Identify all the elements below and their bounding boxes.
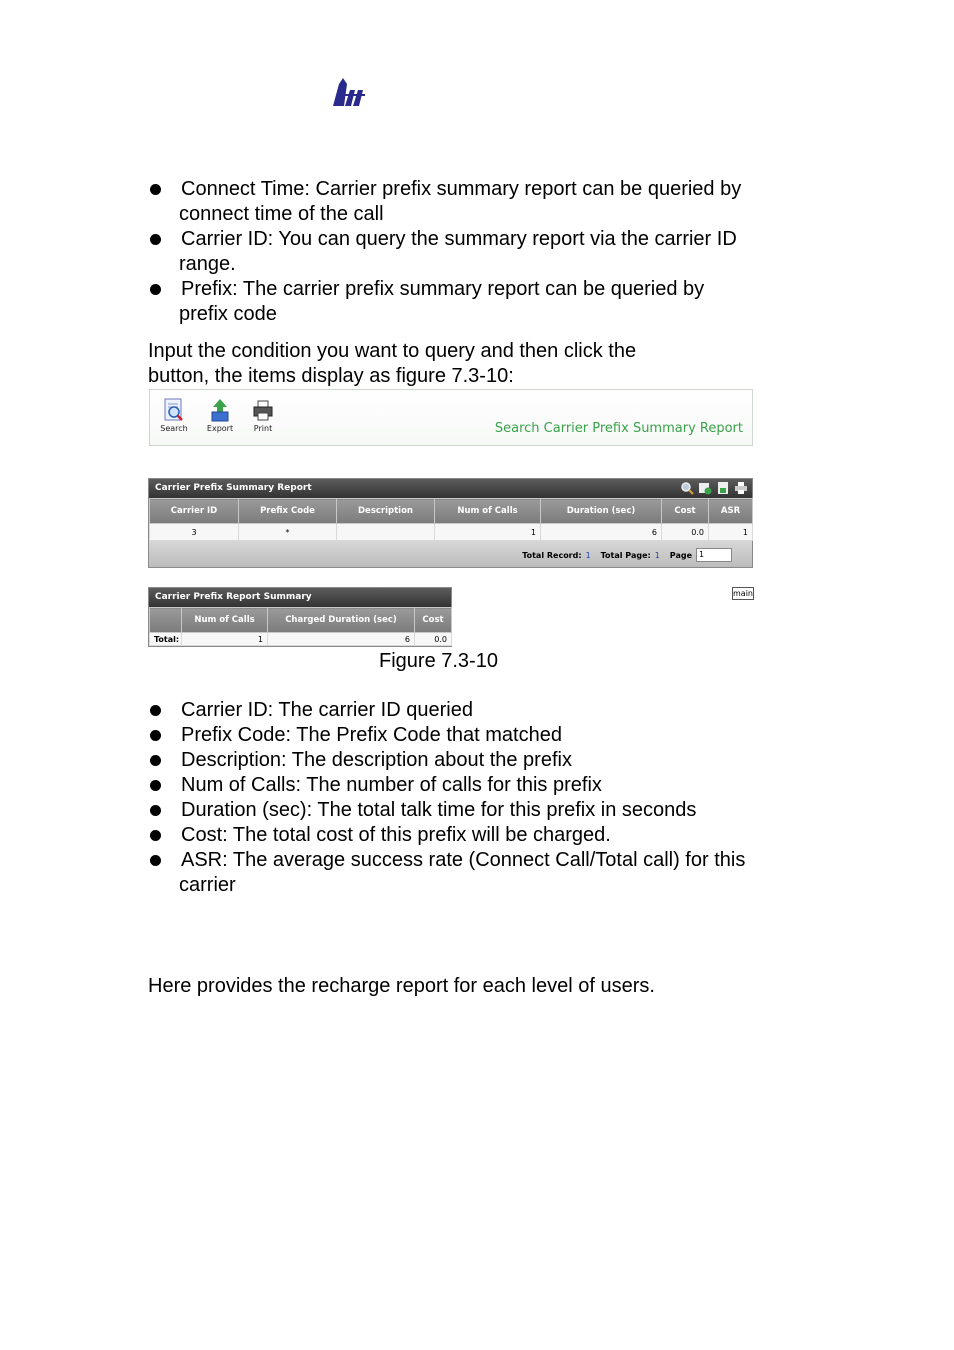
column-header bbox=[150, 608, 182, 633]
bullet-icon bbox=[150, 780, 161, 791]
table-header-row bbox=[150, 499, 753, 524]
bullet-icon bbox=[150, 184, 161, 195]
add-icon[interactable] bbox=[698, 481, 712, 495]
total-duration: 6 bbox=[268, 633, 415, 646]
bullet-icon bbox=[150, 234, 161, 245]
page-input[interactable]: 1 bbox=[696, 548, 732, 562]
table-row[interactable] bbox=[150, 524, 753, 541]
carrier-prefix-report-summary bbox=[148, 587, 452, 647]
figure-caption: Figure 7.3-10 bbox=[379, 650, 498, 672]
total-label: Total: bbox=[150, 633, 182, 646]
total-cost: 0.0 bbox=[415, 633, 452, 646]
export-button[interactable]: Export bbox=[200, 398, 240, 433]
grid-header: Carrier Prefix Summary Report bbox=[149, 479, 752, 498]
table-row bbox=[150, 633, 452, 646]
cell-duration: 6 bbox=[541, 524, 662, 541]
bullet-icon bbox=[150, 730, 161, 741]
column-header: Charged Duration (sec) bbox=[268, 608, 415, 633]
print-button[interactable]: Print bbox=[243, 398, 283, 433]
company-logo-icon bbox=[331, 78, 367, 108]
printer-icon bbox=[252, 398, 274, 422]
total-record-count: 1 bbox=[585, 550, 591, 560]
column-header[interactable]: ASR bbox=[709, 499, 753, 524]
column-header[interactable]: Duration (sec) bbox=[541, 499, 662, 524]
list-item: Description: The description about the prefix bbox=[148, 748, 828, 773]
total-num-calls: 1 bbox=[182, 633, 268, 646]
bullet-icon bbox=[150, 855, 161, 866]
search-icon bbox=[163, 398, 185, 422]
list-item: Duration (sec): The total talk time for this prefix in seconds bbox=[148, 798, 828, 823]
table-header-row bbox=[150, 608, 452, 633]
query-conditions-list bbox=[148, 177, 828, 327]
search-icon[interactable] bbox=[680, 481, 694, 495]
summary-header: Carrier Prefix Report Summary bbox=[149, 588, 451, 607]
cell-num-calls: 1 bbox=[435, 524, 541, 541]
bullet-icon bbox=[150, 755, 161, 766]
carrier-prefix-summary-grid bbox=[148, 478, 753, 568]
list-item: Connect Time: Carrier prefix summary report can be queried by connect time of the call bbox=[148, 177, 828, 227]
printer-icon[interactable] bbox=[734, 481, 748, 495]
column-header[interactable]: Description bbox=[337, 499, 435, 524]
cell-prefix-code: * bbox=[239, 524, 337, 541]
list-item: ASR: The average success rate (Connect Call/Total call) for this carrier bbox=[148, 848, 828, 898]
main-link[interactable]: main bbox=[733, 589, 753, 598]
export-icon bbox=[209, 398, 231, 422]
report-table bbox=[149, 498, 753, 541]
list-item: Prefix: The carrier prefix summary report can be queried by prefix code bbox=[148, 277, 828, 327]
list-item: Cost: The total cost of this prefix will be charged. bbox=[148, 823, 828, 848]
report-toolbar bbox=[149, 389, 753, 446]
bullet-icon bbox=[150, 284, 161, 295]
pagination-bar: Total Record: 1 Total Page: 1 Page 1 bbox=[149, 541, 752, 567]
cell-asr: 1 bbox=[709, 524, 753, 541]
toolbar-title: Search Carrier Prefix Summary Report bbox=[494, 421, 743, 436]
column-header[interactable]: Num of Calls bbox=[435, 499, 541, 524]
field-descriptions-list bbox=[148, 698, 828, 898]
list-item: Prefix Code: The Prefix Code that matched bbox=[148, 723, 828, 748]
cell-description bbox=[337, 524, 435, 541]
column-header[interactable]: Prefix Code bbox=[239, 499, 337, 524]
column-header[interactable]: Cost bbox=[662, 499, 709, 524]
column-header[interactable]: Carrier ID bbox=[150, 499, 239, 524]
cell-cost: 0.0 bbox=[662, 524, 709, 541]
closing-paragraph: Here provides the recharge report for each level of users. bbox=[148, 975, 655, 997]
summary-table bbox=[149, 607, 452, 646]
bullet-icon bbox=[150, 830, 161, 841]
list-item: Num of Calls: The number of calls for this prefix bbox=[148, 773, 828, 798]
export-icon[interactable] bbox=[716, 481, 730, 495]
list-item: Carrier ID: The carrier ID queried bbox=[148, 698, 828, 723]
list-item: Carrier ID: You can query the summary report via the carrier ID range. bbox=[148, 227, 828, 277]
column-header: Cost bbox=[415, 608, 452, 633]
intro-paragraph: Input the condition you want to query and then click the button, the items display as figure 7.3-10: bbox=[148, 340, 637, 387]
column-header: Num of Calls bbox=[182, 608, 268, 633]
cell-carrier-id: 3 bbox=[150, 524, 239, 541]
total-page-count: 1 bbox=[654, 550, 660, 560]
bullet-icon bbox=[150, 705, 161, 716]
bullet-icon bbox=[150, 805, 161, 816]
search-button[interactable]: Search bbox=[154, 398, 194, 433]
